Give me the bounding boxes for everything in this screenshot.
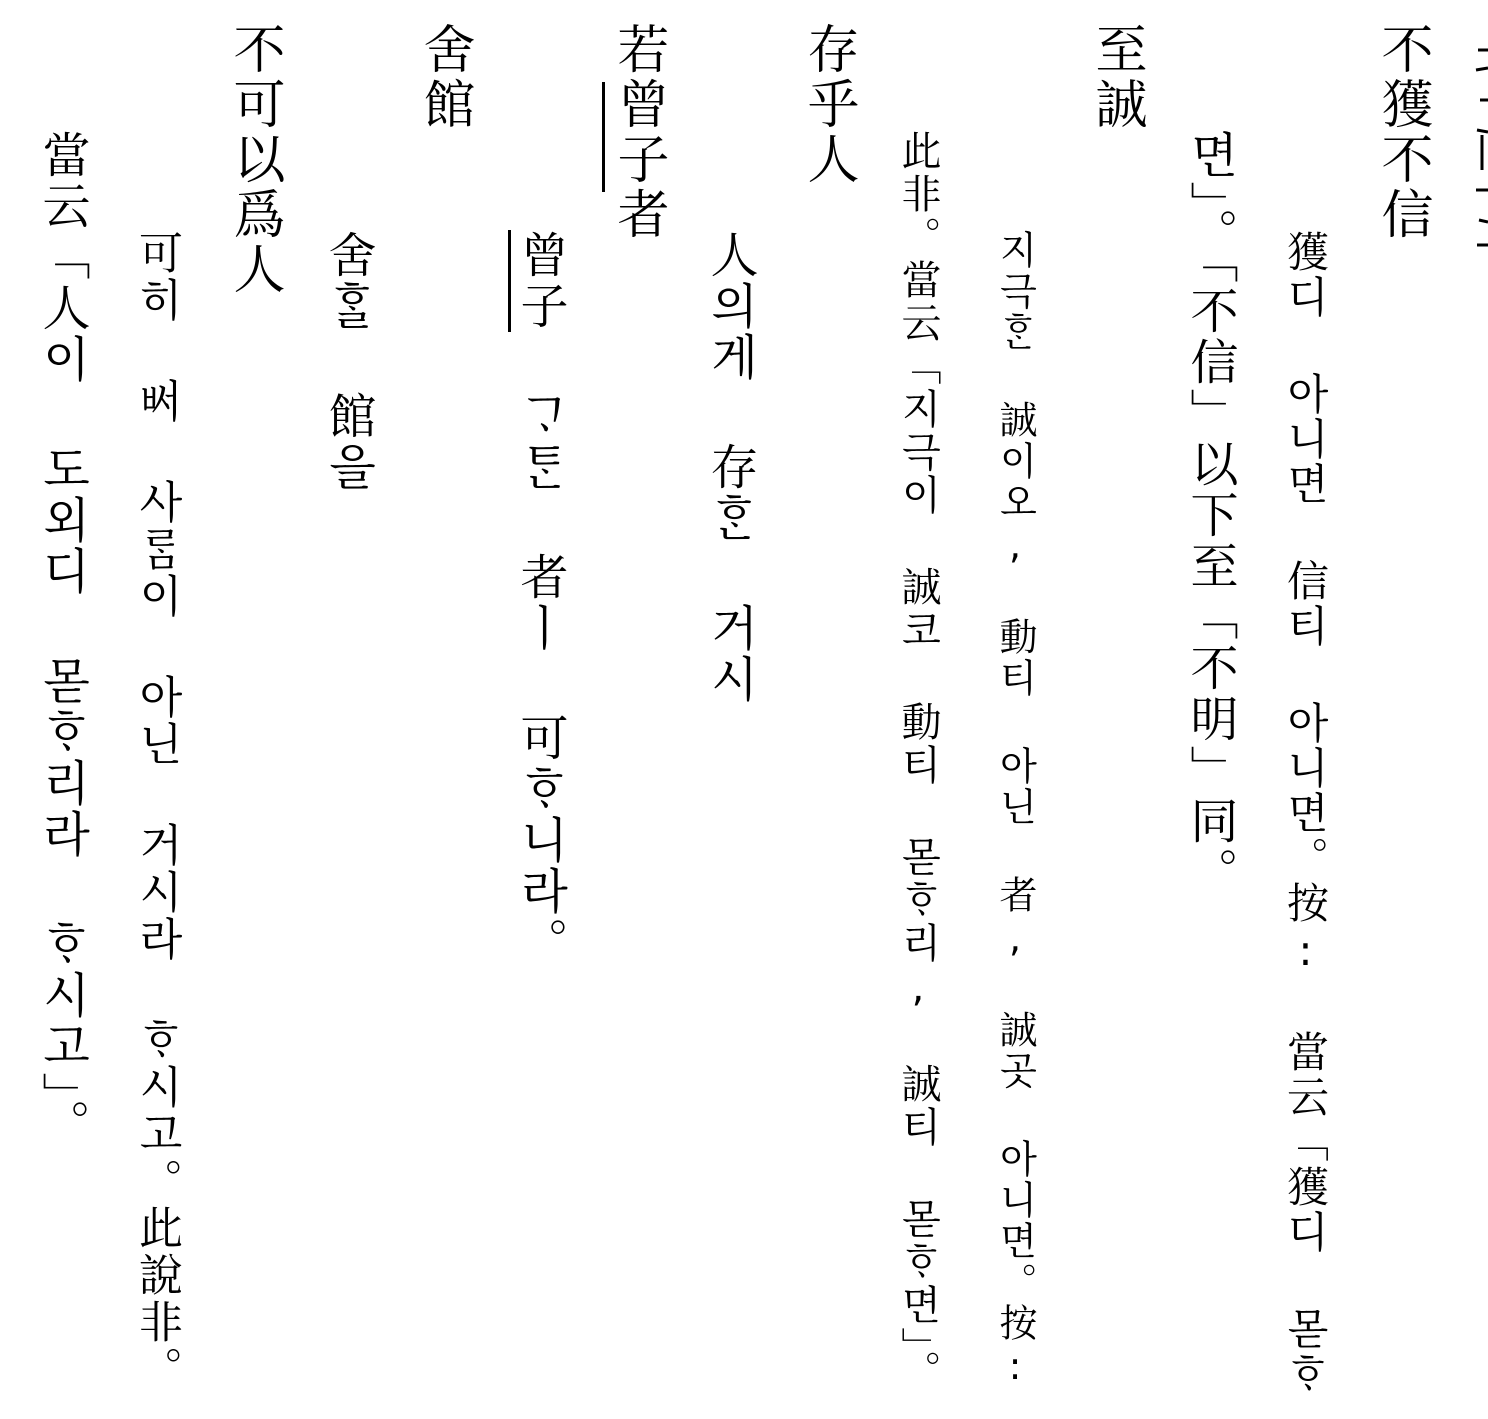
headword-column-3: 存乎人: [798, 22, 858, 187]
gloss-column-6: 曾子 ᄀᆞᄐᆞᆫ 者ㅣ 可ᄒᆞ니라。: [512, 230, 568, 968]
gloss-column-8: 可히 ᄡᅥ 사ᄅᆞᆷ이 아닌 거시라 ᄒᆞ시고。此說非。: [131, 230, 182, 1393]
headword-column-2: 至誠: [1086, 22, 1146, 132]
headword-column-4: 若曾子者: [608, 22, 668, 242]
gloss-column-9: 當云「人이 도외디 몯ᄒᆞ리라 ᄒᆞ시고」。: [34, 130, 90, 1150]
gloss-column-5: 人의게 存ᄒᆞᆫ 거시: [702, 230, 758, 705]
cropped-column-fragment: [1474, 40, 1488, 260]
gloss-column-2: 면」。「不信」以下至「不明」同。: [1182, 130, 1238, 898]
gloss-column-3: 지극ᄒᆞᆫ 誠이오, 動티 아닌 者, 誠곳 아니면。按:: [993, 230, 1037, 1391]
headword-column-5: 舍館: [414, 22, 474, 132]
headword-column-1: 不獲不信: [1372, 22, 1432, 242]
gloss-column-1: 獲디 아니면 信티 아니면。按: 當云「獲디 몯ᄒᆞ: [1281, 230, 1330, 1397]
headword-column-6: 不可以爲人: [224, 22, 284, 297]
proper-name-mark-gloss: [508, 230, 511, 332]
proper-name-mark-headword: [602, 82, 605, 192]
gloss-column-7: 舍ᄒᆞᆯ 館을: [320, 230, 376, 493]
gloss-column-4: 此非。當云「지극이 誠코 動티 몯ᄒᆞ리, 誠티 몯ᄒᆞ면」。: [895, 130, 941, 1393]
